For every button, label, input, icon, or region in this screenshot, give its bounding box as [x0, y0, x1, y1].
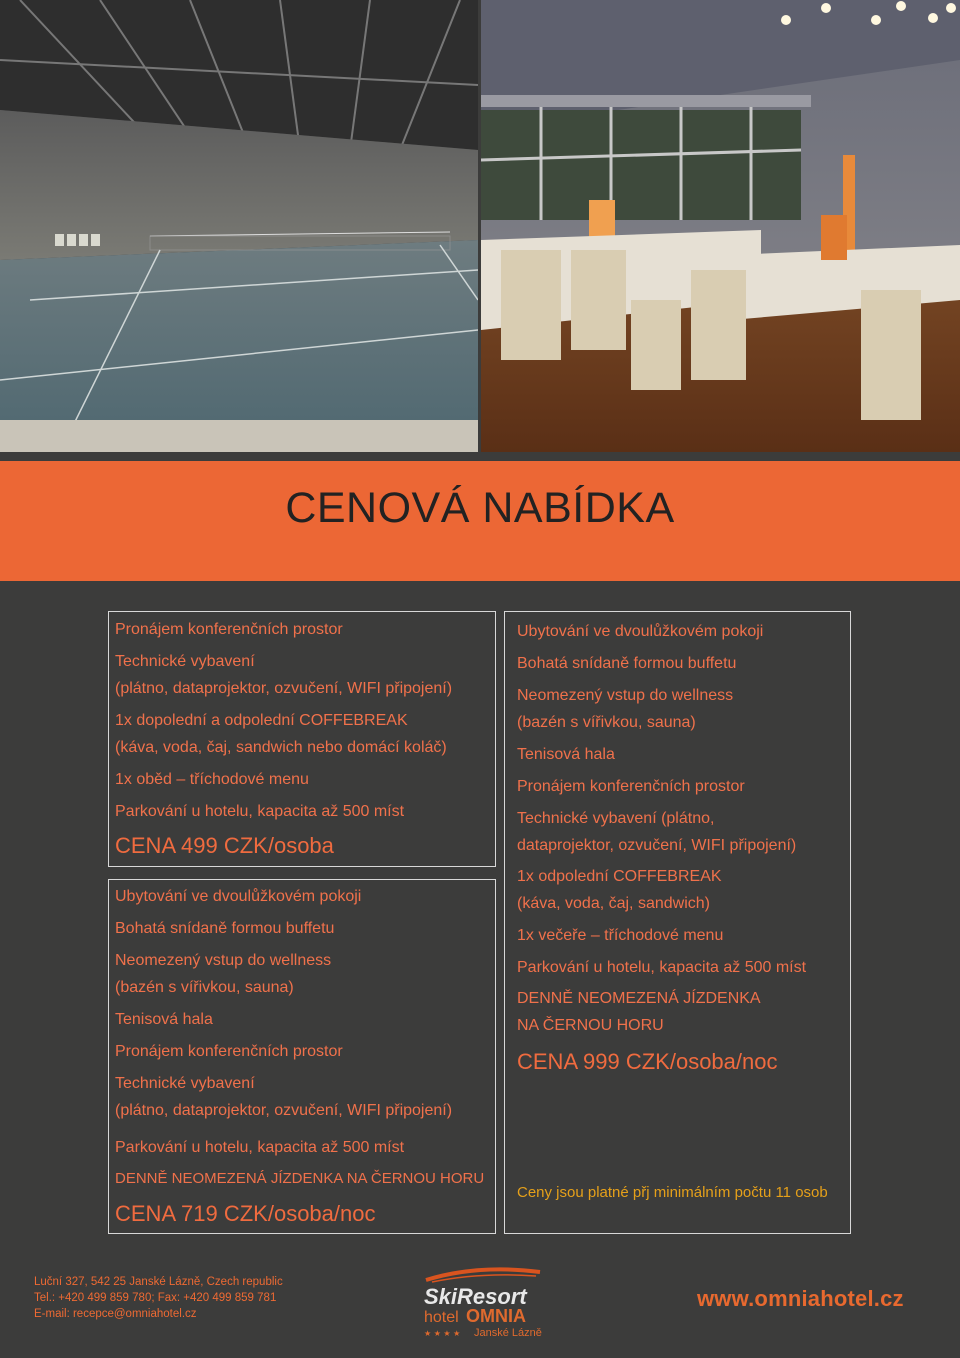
skiresort-omnia-logo — [418, 1266, 544, 1340]
package-line: DENNĚ NEOMEZENÁ JÍZDENKA NA ČERNOU HORU — [115, 1170, 485, 1187]
package-line: Pronájem konferenčních prostor — [115, 1043, 343, 1060]
package-line: Ubytování ve dvoulůžkovém pokoji — [115, 888, 362, 905]
logo-brand: SkiResort — [424, 1284, 527, 1309]
package-line: Technické vybavení — [115, 653, 255, 670]
package-line: (káva, voda, čaj, sandwich) — [517, 895, 710, 912]
package-conference — [108, 611, 496, 867]
package-line: Bohatá snídaně formou buffetu — [115, 920, 335, 937]
package-line: (bazén s vířivkou, sauna) — [115, 979, 294, 996]
package-line: Bohatá snídaně formou buffetu — [517, 655, 737, 672]
logo-stars: ★ ★ ★ ★ — [424, 1329, 461, 1338]
package-line: (bazén s vířivkou, sauna) — [517, 714, 696, 731]
package-line: Neomezený vstup do wellness — [115, 952, 332, 969]
package-line: Neomezený vstup do wellness — [517, 687, 734, 704]
package-line: Tenisová hala — [517, 746, 615, 763]
package-line: Ubytování ve dvoulůžkovém pokoji — [517, 623, 764, 640]
package-line: dataprojektor, ozvučení, WIFI připojení) — [517, 837, 797, 854]
address: Luční 327, 542 25 Janské Lázně, Czech republic — [34, 1276, 283, 1288]
package-line: 1x odpolední COFFEBREAK — [517, 868, 722, 885]
website-link[interactable]: www.omniahotel.cz — [697, 1286, 904, 1311]
package-line: 1x večeře – tříchodové menu — [517, 927, 724, 944]
package-line: Parkování u hotelu, kapacita až 500 míst — [115, 803, 405, 820]
package-line: DENNĚ NEOMEZENÁ JÍZDENKA — [517, 990, 761, 1007]
logo-place: Janské Lázně — [474, 1327, 542, 1339]
minimum-note: Ceny jsou platné přj minimálním počtu 11 osob — [517, 1184, 828, 1201]
package-line: (plátno, dataprojektor, ozvučení, WIFI připojení) — [115, 680, 453, 697]
package-full-stay — [504, 611, 851, 1234]
package-line: NA ČERNOU HORU — [517, 1017, 664, 1034]
package-line: (plátno, dataprojektor, ozvučení, WIFI připojení) — [115, 1102, 453, 1119]
tennis-hall-photo — [0, 0, 478, 452]
package-line: Parkování u hotelu, kapacita až 500 míst — [517, 959, 807, 976]
package-price: CENA 999 CZK/osoba/noc — [517, 1049, 778, 1074]
email[interactable]: E-mail: recepce@omniahotel.cz — [34, 1308, 197, 1320]
package-price: CENA 499 CZK/osoba — [115, 833, 334, 858]
package-price: CENA 719 CZK/osoba/noc — [115, 1201, 376, 1226]
package-line: 1x oběd – tříchodové menu — [115, 771, 309, 788]
logo-name: OMNIA — [466, 1306, 526, 1326]
contact-info — [34, 1274, 283, 1322]
package-line: Tenisová hala — [115, 1011, 213, 1028]
package-line: Technické vybavení (plátno, — [517, 810, 715, 827]
package-line: (káva, voda, čaj, sandwich nebo domácí koláč) — [115, 739, 447, 756]
restaurant-photo — [481, 0, 960, 452]
phone: Tel.: +420 499 859 780; Fax: +420 499 859 781 — [34, 1292, 277, 1304]
page-title: CENOVÁ NABÍDKA — [285, 484, 675, 532]
package-stay-conference — [108, 879, 496, 1234]
package-line: Technické vybavení — [115, 1075, 255, 1092]
package-line: Pronájem konferenčních prostor — [517, 778, 745, 795]
logo-hotel: hotel — [424, 1309, 459, 1326]
package-line: Pronájem konferenčních prostor — [115, 621, 343, 638]
package-line: 1x dopolední a odpolední COFFEBREAK — [115, 712, 408, 729]
photo-strip — [0, 0, 960, 452]
package-line: Parkování u hotelu, kapacita až 500 míst — [115, 1139, 405, 1156]
